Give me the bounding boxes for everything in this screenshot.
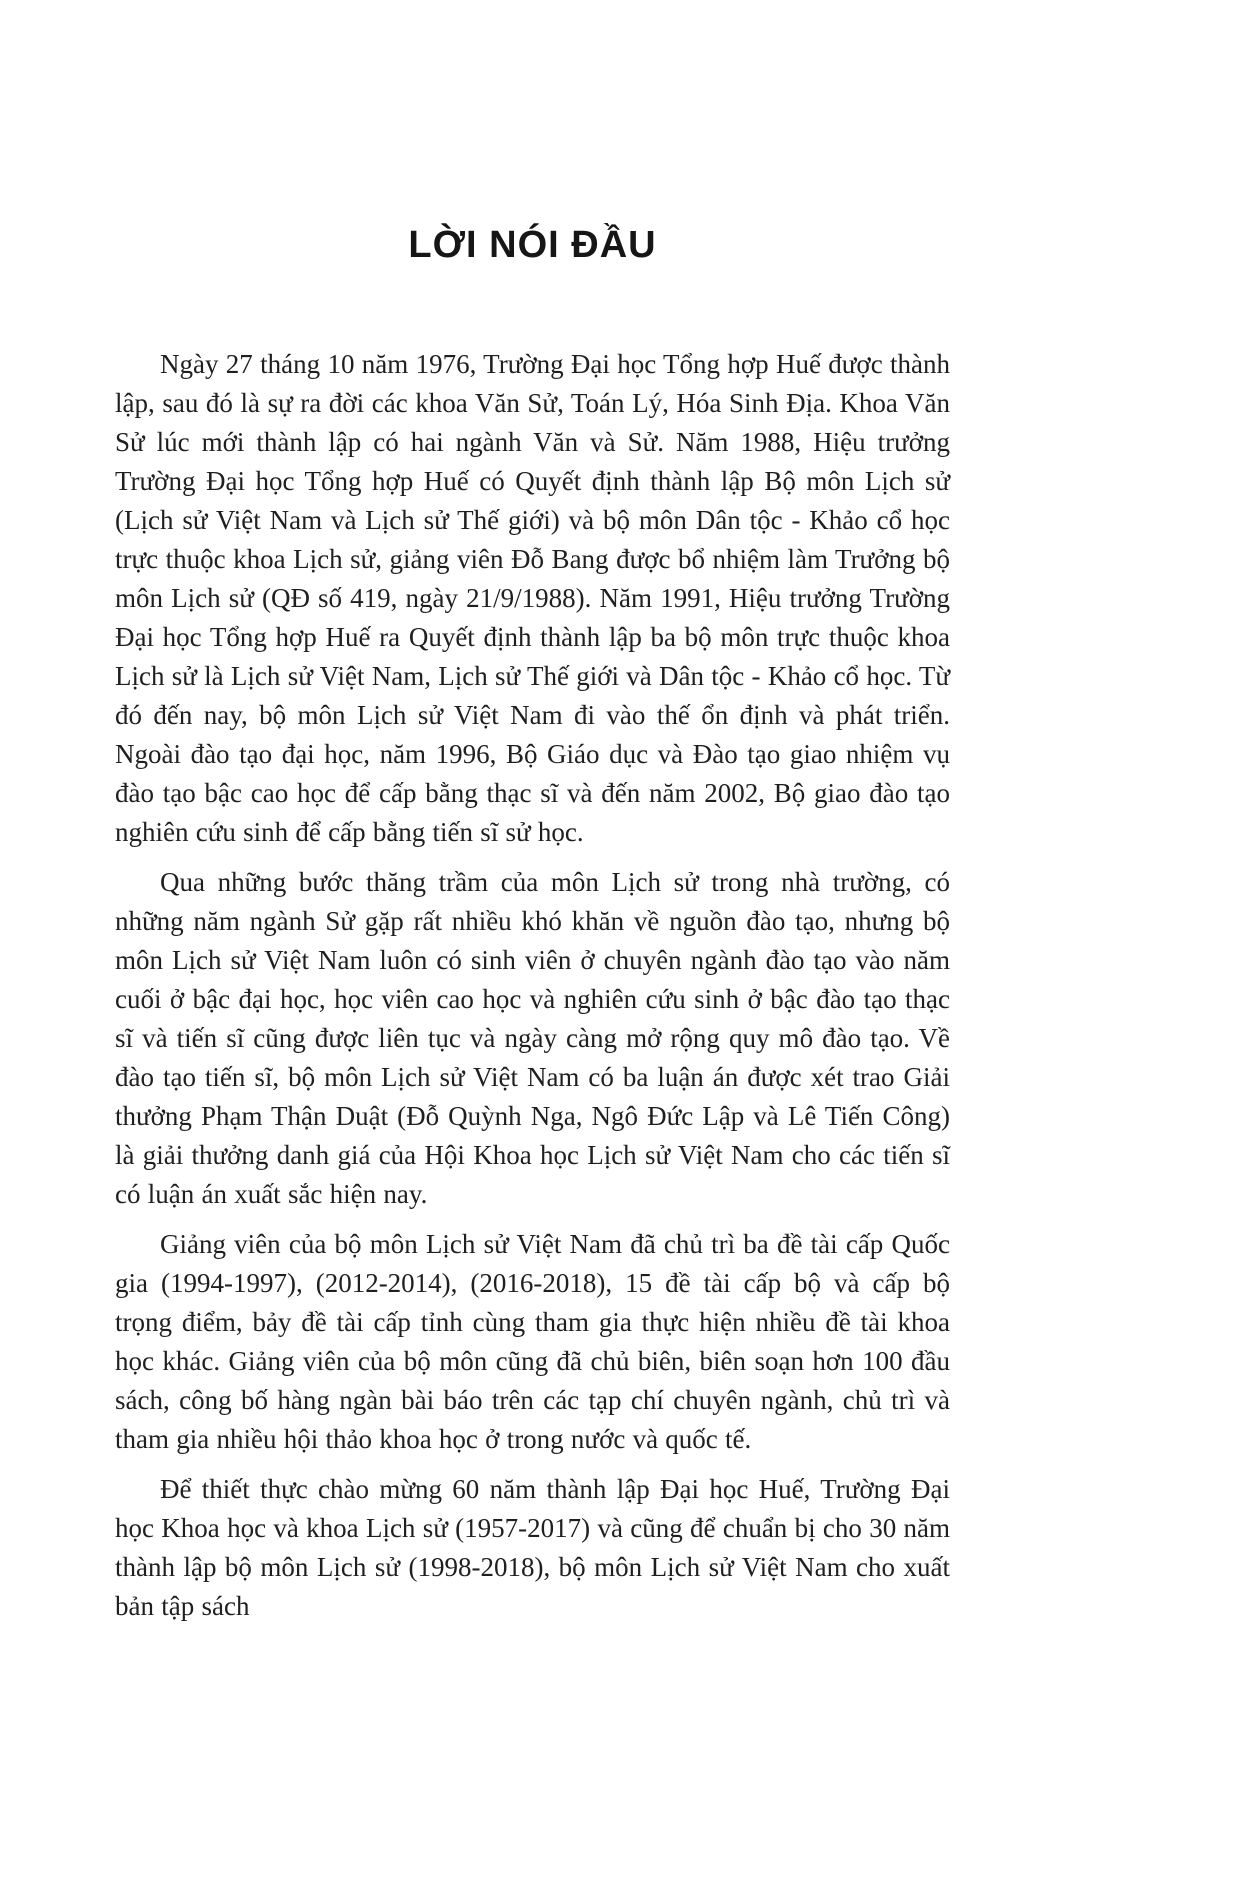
paragraph-research-projects: Giảng viên của bộ môn Lịch sử Việt Nam đã chủ trì ba đề tài cấp Quốc gia (1994-1997), (2012-2014), (2016-2018), 15 đề tài cấp bộ và cấp bộ trọng điểm, bảy đề tài cấp tỉnh cùng tham gia thực hiện nhiều đề tài khoa học khác. Giảng viên của bộ môn cũng đã chủ biên, biên soạn hơn 100 đầu sách, công bố hàng ngàn bài báo trên các tạp chí chuyên ngành, chủ trì và tham gia nhiều hội thảo khoa học ở trong nước và quốc tế.: [115, 1229, 950, 1454]
paragraph-training-achievements: Qua những bước thăng trầm của môn Lịch sử trong nhà trường, có những năm ngành Sử gặp rất nhiều khó khăn về nguồn đào tạo, nhưng bộ môn Lịch sử Việt Nam luôn có sinh viên ở chuyên ngành đào tạo vào năm cuối ở bậc đại học, học viên cao học và nghiên cứu sinh ở bậc đào tạo thạc sĩ và tiến sĩ cũng được liên tục và ngày càng mở rộng quy mô đào tạo. Về đào tạo tiến sĩ, bộ môn Lịch sử Việt Nam có ba luận án được xét trao Giải thưởng Phạm Thận Duật (Đỗ Quỳnh Nga, Ngô Đức Lập và Lê Tiến Công) là giải thưởng danh giá của Hội Khoa học Lịch sử Việt Nam cho các tiến sĩ có luận án xuất sắc hiện nay.: [115, 867, 950, 1209]
page-title: LỜI NÓI ĐẦU: [408, 224, 657, 266]
paragraph-anniversary-publication: Để thiết thực chào mừng 60 năm thành lập Đại học Huế, Trường Đại học Khoa học và khoa Lịch sử (1957-2017) và cũng để chuẩn bị cho 30 năm thành lập bộ môn Lịch sử (1998-2018), bộ môn Lịch sử Việt Nam cho xuất bản tập sách: [115, 1474, 950, 1621]
page-body: [115, 345, 950, 1626]
paragraph-founding-history: Ngày 27 tháng 10 năm 1976, Trường Đại học Tổng hợp Huế được thành lập, sau đó là sự ra đời các khoa Văn Sử, Toán Lý, Hóa Sinh Địa. Khoa Văn Sử lúc mới thành lập có hai ngành Văn và Sử. Năm 1988, Hiệu trưởng Trường Đại học Tổng hợp Huế có Quyết định thành lập Bộ môn Lịch sử (Lịch sử Việt Nam và Lịch sử Thế giới) và bộ môn Dân tộc - Khảo cổ học trực thuộc khoa Lịch sử, giảng viên Đỗ Bang được bổ nhiệm làm Trưởng bộ môn Lịch sử (QĐ số 419, ngày 21/9/1988). Năm 1991, Hiệu trưởng Trường Đại học Tổng hợp Huế ra Quyết định thành lập ba bộ môn trực thuộc khoa Lịch sử là Lịch sử Việt Nam, Lịch sử Thế giới và Dân tộc - Khảo cổ học. Từ đó đến nay, bộ môn Lịch sử Việt Nam đi vào thế ổn định và phát triển. Ngoài đào tạo đại học, năm 1996, Bộ Giáo dục và Đào tạo giao nhiệm vụ đào tạo bậc cao học để cấp bằng thạc sĩ và đến năm 2002, Bộ giao đào tạo nghiên cứu sinh để cấp bằng tiến sĩ sử học.: [115, 349, 950, 847]
